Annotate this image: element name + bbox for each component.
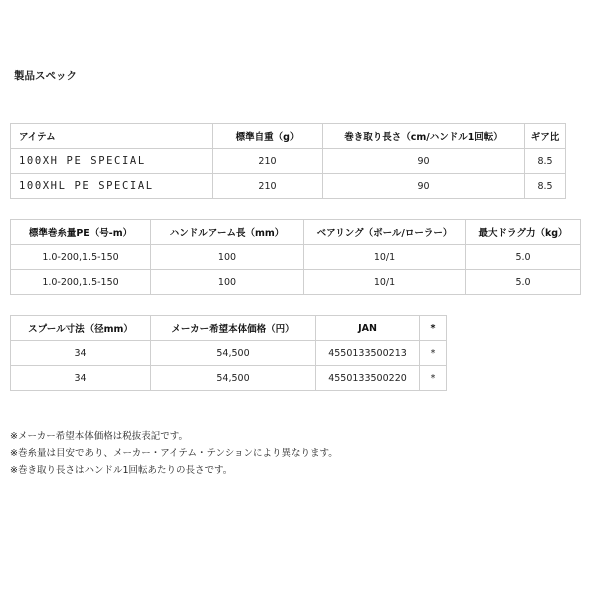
note-line-capacity: ※巻糸量は目安であり、メーカー・アイテム・テンションにより異なります。 [10,448,338,459]
notes [10,428,338,479]
section-title: 製品スペック [14,70,77,82]
header-spool-size: スプール寸法（径mm） [11,316,151,341]
header-line-capacity: 標準巻糸量PE（号-m） [11,220,151,245]
table-row [11,174,566,199]
header-item: アイテム [11,124,213,149]
cell-retrieve-length: 90 [323,149,525,174]
cell-jan: 4550133500213 [316,341,420,366]
cell-bearings: 10/1 [304,270,466,295]
header-jan: JAN [316,316,420,341]
header-weight: 標準自重（g） [213,124,323,149]
cell-retrieve-length: 90 [323,174,525,199]
header-handle-length: ハンドルアーム長（mm） [151,220,304,245]
spec-table-weight-gear [10,123,566,199]
table-header-row [11,316,447,341]
table-row [11,366,447,391]
table-row [11,149,566,174]
cell-jan: 4550133500220 [316,366,420,391]
header-retrieve-length: 巻き取り長さ（cm/ハンドル1回転） [323,124,525,149]
cell-price: 54,500 [151,341,316,366]
header-bearings: ベアリング（ボール/ローラー） [304,220,466,245]
cell-max-drag: 5.0 [466,270,581,295]
cell-weight: 210 [213,174,323,199]
table-row [11,245,581,270]
cell-gear-ratio: 8.5 [525,174,566,199]
cell-gear-ratio: 8.5 [525,149,566,174]
cell-line-capacity: 1.0-200,1.5-150 [11,270,151,295]
table-header-row [11,124,566,149]
table-row [11,341,447,366]
cell-bearings: 10/1 [304,245,466,270]
cell-model: 100XHL PE SPECIAL [11,174,213,199]
cell-max-drag: 5.0 [466,245,581,270]
note-retrieve-length: ※巻き取り長さはハンドル1回転あたりの長さです。 [10,465,233,476]
cell-spool-size: 34 [11,366,151,391]
note-price-tax: ※メーカー希望本体価格は税抜表記です。 [10,431,189,442]
header-asterisk: * [420,316,447,341]
cell-spool-size: 34 [11,341,151,366]
spec-table-line-drag [10,219,581,295]
cell-model: 100XH PE SPECIAL [11,149,213,174]
header-max-drag: 最大ドラグ力（kg） [466,220,581,245]
cell-handle-length: 100 [151,270,304,295]
header-price: メーカー希望本体価格（円） [151,316,316,341]
cell-asterisk: * [420,341,447,366]
table-row [11,270,581,295]
cell-line-capacity: 1.0-200,1.5-150 [11,245,151,270]
cell-weight: 210 [213,149,323,174]
spec-table-price-jan [10,315,447,391]
cell-asterisk: * [420,366,447,391]
cell-handle-length: 100 [151,245,304,270]
cell-price: 54,500 [151,366,316,391]
table-header-row [11,220,581,245]
header-gear-ratio: ギア比 [525,124,566,149]
